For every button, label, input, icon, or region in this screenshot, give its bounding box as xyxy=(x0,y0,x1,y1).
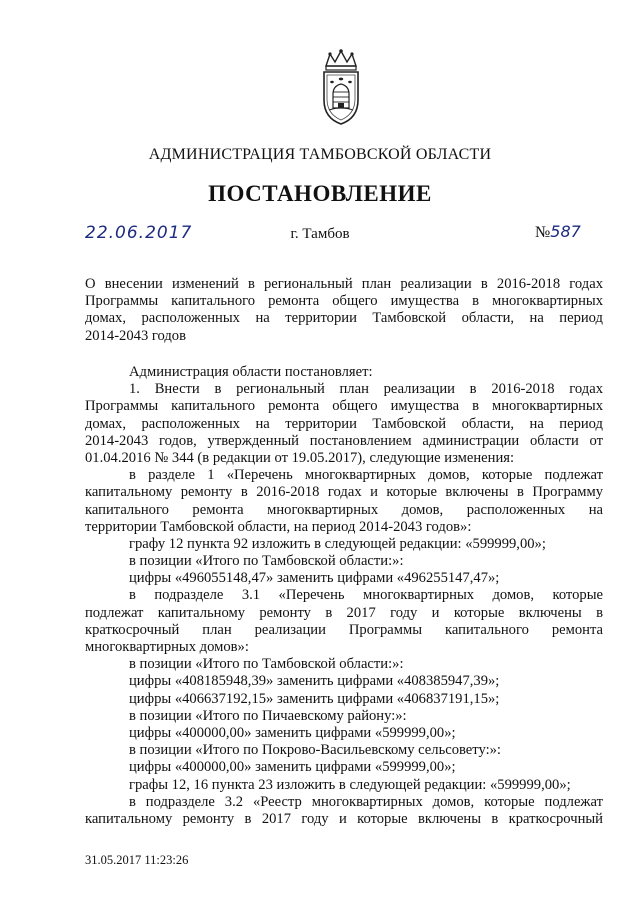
number-handwritten: 587 xyxy=(550,222,581,241)
body-line: в позиции «Итого по Тамбовской области:»: xyxy=(129,553,404,570)
body-line: 01.04.2016 № 344 (в редакции от 19.05.2017), следующие изменения: xyxy=(85,449,515,466)
body-line: территории Тамбовской области, на период 2014-2043 годов»: xyxy=(85,518,472,535)
document-city: г. Тамбов xyxy=(290,226,350,242)
body-line: в подразделе 3.2 «Реестр многоквартирных домов, которые подлежат xyxy=(129,793,603,810)
subject-line: Программы капитального ремонта общего имущества в многоквартирных xyxy=(85,293,603,310)
body-line: в подразделе 3.1 «Перечень многоквартирных домов, которые xyxy=(129,587,603,604)
body-line: в разделе 1 «Перечень многоквартирных домов, которые подлежат xyxy=(129,467,603,484)
subject-line: домах, расположенных на территории Тамбовской области, на период xyxy=(85,310,603,327)
body-line: домах, расположенных на территории Тамбовской области, на период xyxy=(85,415,603,432)
body-line: Программы капитального ремонта общего имущества в многоквартирных xyxy=(85,398,603,415)
organization-name: АДМИНИСТРАЦИЯ ТАМБОВСКОЙ ОБЛАСТИ xyxy=(148,146,492,163)
body-line: цифры «408185948,39» заменить цифрами «408385947,39»; xyxy=(129,673,500,690)
body-line: подлежат капитальному ремонту в 2017 году и которые включены в xyxy=(85,604,603,621)
body-line: в позиции «Итого по Пичаевскому району:»: xyxy=(129,707,407,724)
body-line: капитального ремонта многоквартирных домов, расположенных на xyxy=(85,501,603,518)
body-line: 1. Внести в региональный план реализации в 2016-2018 годах xyxy=(129,381,603,398)
body-line: цифры «406637192,15» заменить цифрами «406837191,15»; xyxy=(129,690,500,707)
document-date-handwritten: 22.06.2017 xyxy=(85,223,193,243)
body-line: капитальному ремонту в 2016-2018 годах и которые включены в Программу xyxy=(85,484,603,501)
body-line: краткосрочный план реализации Программы капитального ремонта xyxy=(85,621,603,638)
body-line: капитальному ремонту в 2017 году и которые включены в краткосрочный xyxy=(85,810,603,827)
subject-line: 2014-2043 годов xyxy=(85,327,186,344)
body-line: в позиции «Итого по Покрово-Васильевскому сельсовету:»: xyxy=(129,742,501,759)
body-line: графу 12 пункта 92 изложить в следующей редакции: «599999,00»; xyxy=(129,535,546,552)
body-line: цифры «400000,00» заменить цифрами «599999,00»; xyxy=(129,724,456,741)
body-line: цифры «400000,00» заменить цифрами «599999,00»; xyxy=(129,759,456,776)
document-body xyxy=(85,364,603,828)
body-line: 2014-2043 годов, утвержденный постановлением администрации области от xyxy=(85,432,603,449)
coat-of-arms-icon xyxy=(318,48,364,126)
body-line: цифры «496055148,47» заменить цифрами «496255147,47»; xyxy=(129,570,500,587)
document-number xyxy=(535,222,581,242)
print-timestamp: 31.05.2017 11:23:26 xyxy=(85,853,189,867)
document-type-title: ПОСТАНОВЛЕНИЕ xyxy=(208,181,432,206)
body-line: в позиции «Итого по Тамбовской области:»: xyxy=(129,656,404,673)
body-line: многоквартирных домов»: xyxy=(85,639,249,655)
subject-line: О внесении изменений в региональный план реализации в 2016-2018 годах xyxy=(85,276,603,292)
body-line: графы 12, 16 пункта 23 изложить в следующей редакции: «599999,00»; xyxy=(129,776,571,793)
body-line: Администрация области постановляет: xyxy=(129,364,373,380)
document-subject xyxy=(85,276,603,345)
number-prefix: № xyxy=(535,224,551,241)
